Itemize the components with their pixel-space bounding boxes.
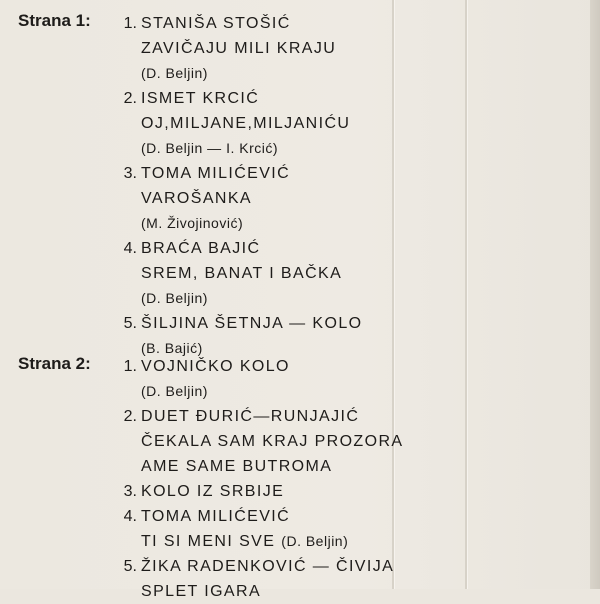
track-subtitle xyxy=(141,36,362,61)
track-text: DUET ĐURIĆ—RUNJAJIĆ xyxy=(141,408,360,425)
track-credit: (M. Živojinović) xyxy=(141,215,244,231)
track-title xyxy=(141,504,403,529)
track-text: ISMET KRCIĆ xyxy=(141,90,260,107)
track-title xyxy=(141,161,362,186)
track-subtitle xyxy=(141,186,362,211)
track-title xyxy=(141,11,362,36)
track-subtitle xyxy=(141,111,362,136)
track-text: VOJNIČKO KOLO xyxy=(141,358,290,375)
track-title xyxy=(141,311,362,336)
track-lines xyxy=(141,479,403,504)
spine-edge xyxy=(590,0,600,589)
track-credit: (D. Beljin) xyxy=(281,533,349,549)
track-number: 4. xyxy=(123,508,137,525)
track-list xyxy=(115,11,362,361)
track-number: 4. xyxy=(123,240,137,257)
track-title xyxy=(141,479,403,504)
track-item xyxy=(115,236,362,311)
track-item xyxy=(115,479,403,504)
track-credit: (D. Beljin) xyxy=(141,383,208,399)
track-item xyxy=(115,161,362,236)
track-credit: (D. Beljin) xyxy=(141,65,208,81)
track-credit: (B. Bajić) xyxy=(141,340,203,356)
track-text: AME SAME BUTROMA xyxy=(141,458,333,475)
track-text: OJ,MILJANE,MILJANIĆU xyxy=(141,115,351,132)
track-title xyxy=(141,554,403,579)
track-title xyxy=(141,86,362,111)
side-label: Strana 1: xyxy=(18,11,91,30)
track-subtitle xyxy=(141,261,362,286)
track-item xyxy=(115,554,403,604)
side-label: Strana 2: xyxy=(18,354,91,373)
track-text: SREM, BANAT I BAČKA xyxy=(141,265,343,282)
track-text: STANIŠA STOŠIĆ xyxy=(141,15,291,32)
track-lines xyxy=(141,161,362,236)
track-text: TI SI MENI SVE xyxy=(141,533,276,550)
track-subtitle xyxy=(141,579,403,604)
track-credit: (D. Beljin — I. Krcić) xyxy=(141,140,279,156)
track-lines xyxy=(141,504,403,554)
track-number: 5. xyxy=(123,558,137,575)
track-subtitle xyxy=(141,529,403,554)
fold-line xyxy=(465,0,467,589)
track-text: ŽIKA RADENKOVIĆ — ČIVIJA xyxy=(141,558,395,575)
track-list xyxy=(115,354,403,604)
track-title xyxy=(141,354,403,379)
track-lines xyxy=(141,354,403,404)
track-text: ŠILJINA ŠETNJA — KOLO xyxy=(141,315,363,332)
track-lines xyxy=(141,554,403,604)
track-number: 2. xyxy=(123,408,137,425)
track-text: KOLO IZ SRBIJE xyxy=(141,483,285,500)
track-lines xyxy=(141,11,362,86)
track-number: 1. xyxy=(123,358,137,375)
track-text: ČEKALA SAM KRAJ PROZORA xyxy=(141,433,404,450)
track-text: TOMA MILIĆEVIĆ xyxy=(141,165,291,182)
track-text: ZAVIČAJU MILI KRAJU xyxy=(141,40,337,57)
track-number: 5. xyxy=(123,315,137,332)
track-title xyxy=(141,236,362,261)
track-subtitle xyxy=(141,429,403,454)
track-text: SPLET IGARA xyxy=(141,583,262,600)
track-item xyxy=(115,86,362,161)
track-lines xyxy=(141,86,362,161)
track-item xyxy=(115,354,403,404)
track-text: BRAĆA BAJIĆ xyxy=(141,240,261,257)
track-item xyxy=(115,404,403,479)
track-number: 3. xyxy=(123,165,137,182)
track-item xyxy=(115,11,362,86)
track-number: 1. xyxy=(123,15,137,32)
track-credit: (D. Beljin) xyxy=(141,290,208,306)
track-subtitle xyxy=(141,454,403,479)
track-lines xyxy=(141,404,403,479)
track-text: VAROŠANKA xyxy=(141,190,252,207)
track-text: TOMA MILIĆEVIĆ xyxy=(141,508,291,525)
track-lines xyxy=(141,236,362,311)
track-number: 3. xyxy=(123,483,137,500)
track-number: 2. xyxy=(123,90,137,107)
track-item xyxy=(115,504,403,554)
track-title xyxy=(141,404,403,429)
